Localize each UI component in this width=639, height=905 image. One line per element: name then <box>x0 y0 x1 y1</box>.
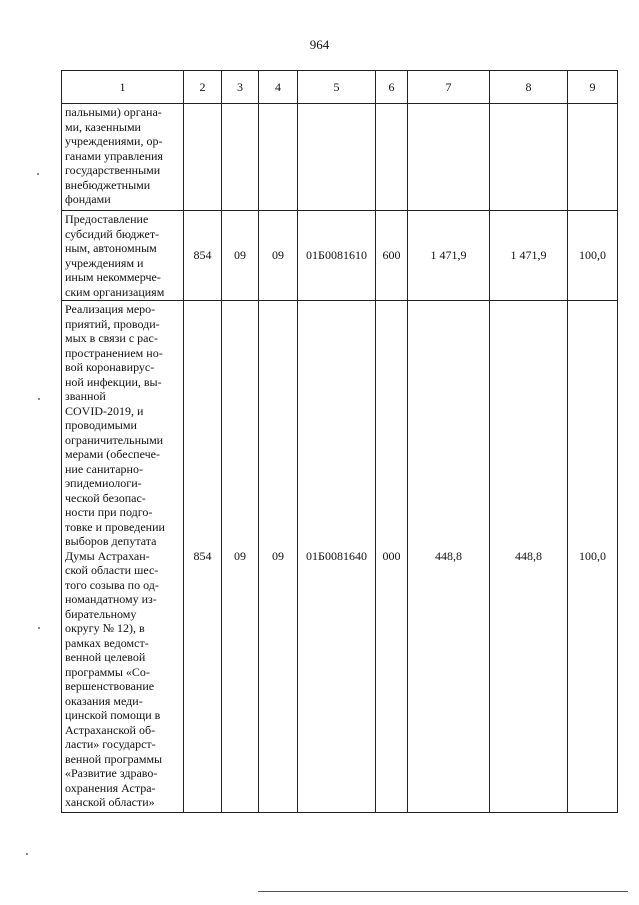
table-cell: 01Б0081640 <box>298 301 376 813</box>
table-cell: 448,8 <box>408 301 490 813</box>
column-header: 1 <box>62 71 184 104</box>
table-row <box>62 104 618 211</box>
table-cell: 09 <box>222 301 259 813</box>
table-cell: 1 471,9 <box>490 211 568 301</box>
table-cell <box>259 104 298 211</box>
table-cell <box>298 104 376 211</box>
column-header: 6 <box>376 71 408 104</box>
scan-speck <box>38 398 40 400</box>
column-header: 7 <box>408 71 490 104</box>
row-name: пальными) органа- ми, казенными учреждениями, ор- ганами управления государственными внебюджетными фондами <box>62 104 184 211</box>
scan-speck <box>26 853 28 855</box>
table-cell <box>490 104 568 211</box>
table-header-row <box>62 71 618 104</box>
table-cell: 09 <box>222 211 259 301</box>
column-header: 4 <box>259 71 298 104</box>
table-row <box>62 211 618 301</box>
scan-speck <box>37 173 39 175</box>
table-cell <box>184 104 222 211</box>
scan-speck <box>38 627 40 629</box>
table-cell: 448,8 <box>490 301 568 813</box>
table-row <box>62 301 618 813</box>
table-cell <box>408 104 490 211</box>
table-cell: 854 <box>184 301 222 813</box>
bottom-rule <box>258 891 628 892</box>
table-cell: 854 <box>184 211 222 301</box>
page-number: 964 <box>309 37 330 52</box>
budget-table <box>61 70 618 813</box>
row-name: Предоставление субсидий бюджет- ным, автономным учреждениям и иным некоммерче- ским организациям <box>62 211 184 301</box>
table-cell: 100,0 <box>568 301 618 813</box>
table-cell <box>222 104 259 211</box>
column-header: 5 <box>298 71 376 104</box>
table-cell <box>568 104 618 211</box>
table-cell: 09 <box>259 211 298 301</box>
table-cell: 1 471,9 <box>408 211 490 301</box>
column-header: 2 <box>184 71 222 104</box>
table-cell: 000 <box>376 301 408 813</box>
table-cell: 100,0 <box>568 211 618 301</box>
table-cell: 01Б0081610 <box>298 211 376 301</box>
column-header: 3 <box>222 71 259 104</box>
row-name: Реализация меро- приятий, проводи- мых в связи с рас- пространением но- вой коронавирус- ной инфекции, вы- званной COVID-2019, и проводимыми ограничительными мерами (обеспече- ние санитарно- эпидемиологи- ческой безопас- ности при подго- товке и проведении выборов депутата Думы Астрахан- ской области шес- того созыва по од- номандатному из- бирательному округу № 12), в рамках ведомст- венной целевой программы «Со- вершенствование оказания меди- цинской помощи в Астраханской об- ласти» государст- венной программы «Развитие здраво- охранения Астра- ханской области» <box>62 301 184 813</box>
table-cell: 600 <box>376 211 408 301</box>
table-cell: 09 <box>259 301 298 813</box>
column-header: 9 <box>568 71 618 104</box>
table-cell <box>376 104 408 211</box>
column-header: 8 <box>490 71 568 104</box>
